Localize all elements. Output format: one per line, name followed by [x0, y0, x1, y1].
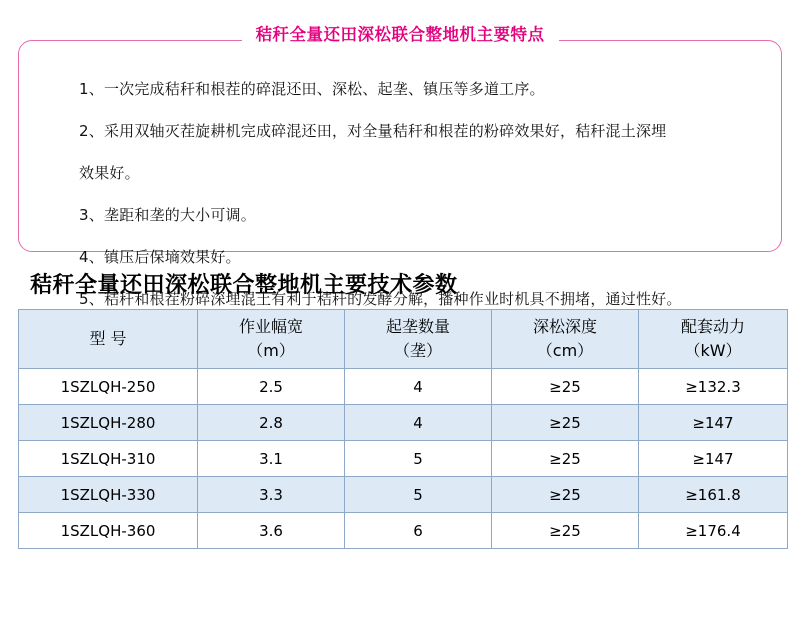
- header-matching-power: [639, 310, 788, 369]
- table-header-row: [19, 310, 788, 369]
- features-title-wrapper: [19, 27, 781, 44]
- cell-ridge-count: 4: [345, 405, 492, 441]
- header-subsoiling-depth-line2: （cm）: [536, 341, 594, 360]
- feature-item: 1、一次完成秸秆和根茬的碎混还田、深松、起垄、镇压等多道工序。: [79, 80, 545, 98]
- header-matching-power-line1: 配套动力: [680, 317, 745, 336]
- header-subsoiling-depth: [492, 310, 639, 369]
- spec-table: [18, 309, 788, 549]
- feature-item-continuation: 效果好。: [79, 164, 140, 182]
- cell-matching-power: ≥176.4: [639, 513, 788, 549]
- cell-model: 1SZLQH-280: [19, 405, 198, 441]
- table-row: [19, 369, 788, 405]
- cell-working-width: 2.8: [198, 405, 345, 441]
- header-matching-power-line2: （kW）: [684, 341, 742, 360]
- header-subsoiling-depth-line1: 深松深度: [532, 317, 597, 336]
- cell-subsoiling-depth: ≥25: [492, 369, 639, 405]
- table-row: [19, 405, 788, 441]
- document-page: [0, 25, 800, 640]
- cell-working-width: 3.1: [198, 441, 345, 477]
- cell-working-width: 3.6: [198, 513, 345, 549]
- cell-subsoiling-depth: ≥25: [492, 405, 639, 441]
- cell-model: 1SZLQH-330: [19, 477, 198, 513]
- cell-ridge-count: 4: [345, 369, 492, 405]
- feature-item: 5、秸秆和根茬粉碎深埋混土有利于秸秆的发酵分解，播种作业时机具不拥堵，通过性好。: [79, 290, 682, 308]
- header-ridge-count: [345, 310, 492, 369]
- cell-ridge-count: 5: [345, 441, 492, 477]
- header-working-width-line2: （m）: [247, 341, 295, 360]
- table-row: [19, 441, 788, 477]
- feature-item: 2、采用双轴灭茬旋耕机完成碎混还田，对全量秸秆和根茬的粉碎效果好，秸秆混土深埋: [79, 122, 667, 140]
- header-model: [19, 310, 198, 369]
- cell-matching-power: ≥147: [639, 441, 788, 477]
- header-working-width: [198, 310, 345, 369]
- feature-item: 3、垄距和垄的大小可调。: [79, 206, 256, 224]
- cell-model: 1SZLQH-360: [19, 513, 198, 549]
- cell-ridge-count: 6: [345, 513, 492, 549]
- cell-model: 1SZLQH-310: [19, 441, 198, 477]
- cell-subsoiling-depth: ≥25: [492, 441, 639, 477]
- cell-subsoiling-depth: ≥25: [492, 513, 639, 549]
- cell-working-width: 2.5: [198, 369, 345, 405]
- cell-matching-power: ≥132.3: [639, 369, 788, 405]
- cell-matching-power: ≥147: [639, 405, 788, 441]
- cell-ridge-count: 5: [345, 477, 492, 513]
- table-row: [19, 513, 788, 549]
- header-ridge-count-line2: （垄）: [393, 341, 442, 360]
- cell-subsoiling-depth: ≥25: [492, 477, 639, 513]
- cell-matching-power: ≥161.8: [639, 477, 788, 513]
- spec-table-title: 秸秆全量还田深松联合整地机主要技术参数: [30, 273, 458, 298]
- spec-table-head: [19, 310, 788, 369]
- feature-item: 4、镇压后保墒效果好。: [79, 248, 241, 266]
- cell-working-width: 3.3: [198, 477, 345, 513]
- header-ridge-count-line1: 起垄数量: [385, 317, 450, 336]
- header-working-width-line1: 作业幅宽: [238, 317, 303, 336]
- table-row: [19, 477, 788, 513]
- features-title: 秸秆全量还田深松联合整地机主要特点: [242, 27, 559, 44]
- header-model-line1: 型 号: [89, 329, 127, 348]
- cell-model: 1SZLQH-250: [19, 369, 198, 405]
- spec-table-body: [19, 369, 788, 549]
